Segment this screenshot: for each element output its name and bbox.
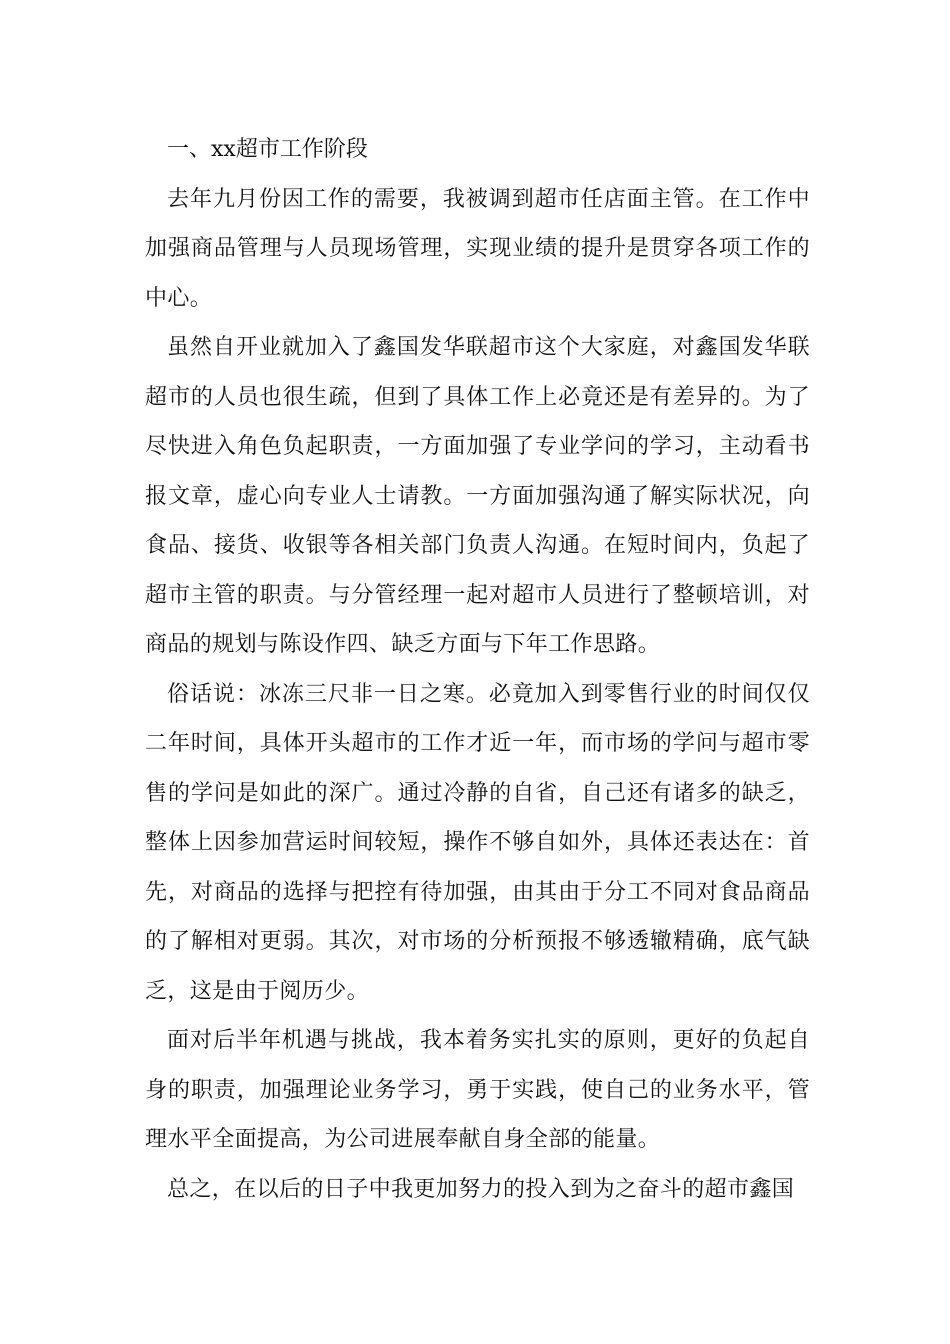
paragraph-3: 俗话说：冰冻三尺非一日之寒。必竟加入到零售行业的时间仅仅二年时间，具体开头超市的工作才近一年，而市场的学问与超市零售的学问是如此的深广。通过冷静的自省，自己还有诸多的缺乏，整体上因参加营运时间较短，操作不够自如外，具体还表达在：首先，对商品的选择与把控有待加强，由其由于分工不同对食品商品的了解相对更弱。其次，对市场的分析预报不够透辙精确，底气缺乏，这是由于阅历少。 [145, 681, 810, 1004]
paragraph-4: 面对后半年机遇与挑战，我本着务实扎实的原则，更好的负起自身的职责，加强理论业务学习，勇于实践，使自己的业务水平，管理水平全面提高，为公司进展奉献自身全部的能量。 [145, 1028, 810, 1152]
paragraph-2: 虽然自开业就加入了鑫国发华联超市这个大家庭，对鑫国发华联超市的人员也很生疏，但到了具体工作上必竟还是有差异的。为了尽快进入角色负起职责，一方面加强了专业学问的学习，主动看书报文章，虚心向专业人士请教。一方面加强沟通了解实际状况，向食品、接货、收银等各相关部门负责人沟通。在短时间内，负起了超市主管的职责。与分管经理一起对超市人员进行了整顿培训，对商品的规划与陈设作四、缺乏方面与下年工作思路。 [145, 335, 810, 657]
section-heading: 一、xx超市工作阶段 [167, 137, 368, 162]
document-body [145, 125, 810, 1214]
paragraph-1: 去年九月份因工作的需要，我被调到超市任店面主管。在工作中加强商品管理与人员现场管理，实现业绩的提升是贯穿各项工作的中心。 [145, 186, 810, 311]
paragraph-5: 总之，在以后的日子中我更加努力的投入到为之奋斗的超市鑫国 [167, 1176, 795, 1202]
